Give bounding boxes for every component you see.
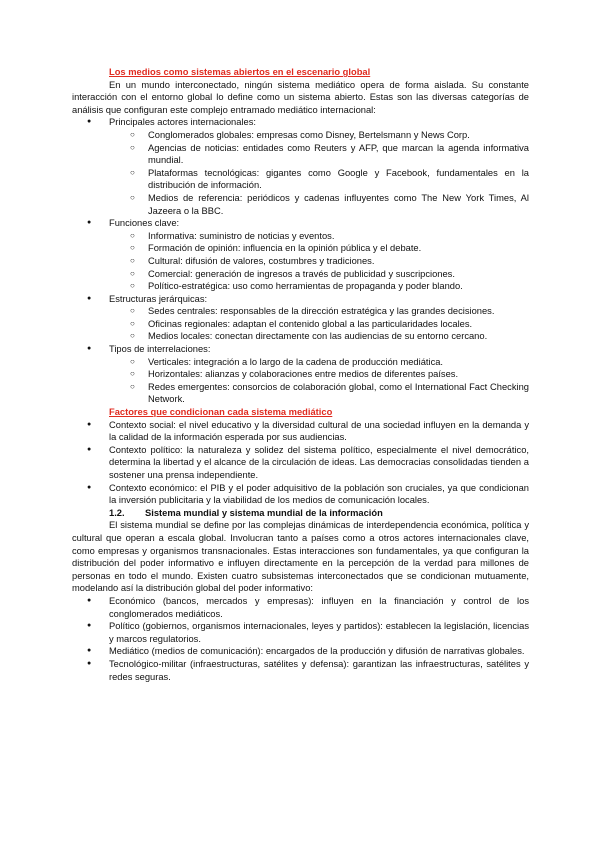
categories-list	[72, 116, 529, 406]
section-number: 1.2.	[109, 507, 125, 518]
list-item	[72, 343, 529, 406]
factors-list	[72, 419, 529, 507]
group-label: Funciones clave:	[109, 218, 180, 229]
list-item: ● Tecnológico-militar (infraestructuras, satélites y defensa): garantizan las infraestructuras, satélites y redes seguras.	[72, 658, 529, 683]
list-item: ● Contexto social: el nivel educativo y la diversidad cultural de una sociedad influyen en la demanda y la calidad de la información esperada por sus audiencias.	[72, 419, 529, 444]
list-item: ● Mediático (medios de comunicación): encargados de la producción y difusión de narrativas globales.	[72, 645, 529, 658]
list-item: ○ Conglomerados globales: empresas como Disney, Bertelsmann y News Corp.	[109, 129, 529, 142]
section-heading-factors: Factores que condicionan cada sistema mediático	[109, 407, 333, 418]
list-item: ○ Verticales: integración a lo largo de la cadena de producción mediática.	[109, 356, 529, 369]
section-title: Sistema mundial y sistema mundial de la información	[145, 507, 383, 518]
document-page	[72, 66, 529, 683]
list-item: ● Económico (bancos, mercados y empresas): influyen en la financiación y control de los conglomerados mediáticos.	[72, 595, 529, 620]
list-item: ○ Medios de referencia: periódicos y cadenas influyentes como The New York Times, Al Jazeera o la BBC.	[109, 192, 529, 217]
list-item: ● Contexto económico: el PIB y el poder adquisitivo de la población son cruciales, ya que condicionan la inversión publicitaria y la viabilidad de los medios de comunicación locales.	[72, 482, 529, 507]
sub-list	[109, 305, 529, 343]
list-item: ○ Político-estratégica: uso como herramientas de propaganda y poder blando.	[109, 280, 529, 293]
list-item	[72, 217, 529, 293]
list-item	[72, 293, 529, 343]
list-item: ○ Cultural: difusión de valores, costumbres y tradiciones.	[109, 255, 529, 268]
section-heading-open-systems: Los medios como sistemas abiertos en el escenario global	[109, 67, 371, 77]
group-label: Estructuras jerárquicas:	[109, 293, 208, 304]
list-item: ● Contexto político: la naturaleza y solidez del sistema político, especialmente el nivel democrático, determina la libertad y el alcance de la circulación de ideas. Las democracias consolidadas tienden a sostener una prensa independiente.	[72, 444, 529, 482]
sub-list	[109, 230, 529, 293]
group-label: Tipos de interrelaciones:	[109, 344, 211, 355]
list-item: ○ Medios locales: conectan directamente con las audiencias de su entorno cercano.	[109, 330, 529, 343]
subsystems-list	[72, 595, 529, 683]
list-item: ○ Formación de opinión: influencia en la opinión pública y el debate.	[109, 242, 529, 255]
section-heading-world-system	[109, 507, 529, 520]
list-item: ○ Agencias de noticias: entidades como Reuters y AFP, que marcan la agenda informativa mundial.	[109, 142, 529, 167]
list-item: ○ Plataformas tecnológicas: gigantes como Google y Facebook, fundamentales en la distribución de información.	[109, 167, 529, 192]
list-item: ○ Comercial: generación de ingresos a través de publicidad y suscripciones.	[109, 268, 529, 281]
list-item	[72, 116, 529, 217]
list-item: ○ Oficinas regionales: adaptan el contenido global a las particularidades locales.	[109, 318, 529, 331]
list-item: ○ Informativa: suministro de noticias y eventos.	[109, 230, 529, 243]
world-system-paragraph: El sistema mundial se define por las complejas dinámicas de interdependencia económica, política y cultural que operan a escala global. Involucran tanto a países como a otros actores internacionales clave, como empresas y organismos transnacionales. Estas interacciones son fundamentales, ya que configuran la distribución del poder informativo e influyen directamente en la percepción de la verdad para millones de personas en todo el mundo. Existen cuatro subsistemas interconectados que se condicionan mutuamente, modelando así la distribución global del poder informativo:	[72, 520, 529, 594]
list-item: ● Político (gobiernos, organismos internacionales, leyes y partidos): establecen la legislación, licencias y marcos regulatorios.	[72, 620, 529, 645]
list-item: ○ Redes emergentes: consorcios de colaboración global, como el International Fact Checking Network.	[109, 381, 529, 406]
sub-list	[109, 129, 529, 217]
group-label: Principales actores internacionales:	[109, 117, 256, 128]
list-item: ○ Horizontales: alianzas y colaboraciones entre medios de diferentes países.	[109, 368, 529, 381]
sub-list	[109, 356, 529, 406]
intro-paragraph: En un mundo interconectado, ningún sistema mediático opera de forma aislada. Su constante interacción con el entorno global lo define como un sistema abierto. Estas son las diversas categorías de análisis que configuran este complejo entramado mediático internacional:	[72, 79, 529, 115]
list-item: ○ Sedes centrales: responsables de la dirección estratégica y las grandes decisiones.	[109, 305, 529, 318]
